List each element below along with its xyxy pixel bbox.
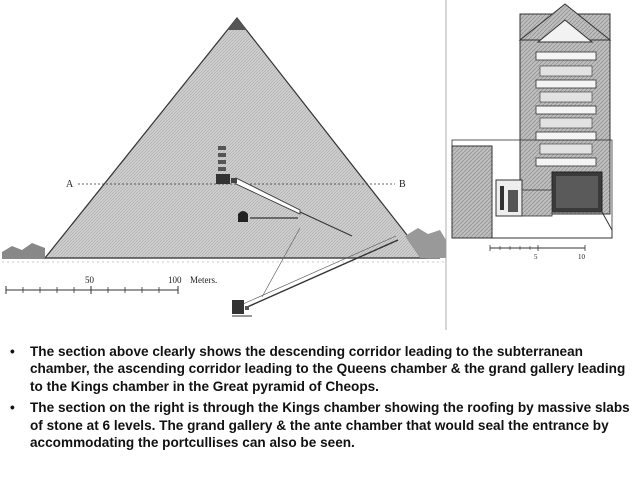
- pyramid-body: [45, 18, 425, 258]
- meters-scale-bar: [6, 286, 178, 294]
- grand-gallery-left-block: [452, 146, 492, 238]
- bullet-item-1: [6, 343, 632, 395]
- bullet-item-2: [6, 399, 632, 451]
- bullet-list: [6, 343, 632, 455]
- ground-left-rubble: [2, 243, 45, 258]
- label-point-b: B: [399, 179, 406, 190]
- bullet-text: The section above clearly shows the descending corridor leading to the subterranean chamber, the ascending corridor leading to the Queens chamber & the grand gallery leading to the Kings chamber in the Great pyramid of Cheops.: [30, 344, 626, 394]
- scale-label-100: 100: [168, 275, 182, 285]
- bullet-marker: •: [10, 400, 15, 416]
- scale-label-50: 50: [85, 275, 94, 285]
- kings-chamber-section: [452, 4, 612, 238]
- bullet-text: The section on the right is through the Kings chamber showing the roofing by massive slabs of stone at 6 levels. The grand gallery & the ante chamber that would seal the entrance by accommodating the portcullises can also be seen.: [30, 400, 630, 451]
- subterranean-chamber: [232, 300, 252, 316]
- chamber-scale-bar: [490, 245, 585, 251]
- scale-unit-label: Meters.: [190, 275, 218, 285]
- pyramid-cross-section: [2, 18, 446, 316]
- pyramid-capstone: [227, 18, 247, 30]
- bullet-marker: •: [10, 344, 15, 359]
- chamber-scale-label-5: 5: [534, 253, 538, 261]
- label-point-a: A: [66, 179, 74, 190]
- chamber-scale-label-10: 10: [578, 253, 585, 261]
- queens-chamber: [238, 211, 248, 222]
